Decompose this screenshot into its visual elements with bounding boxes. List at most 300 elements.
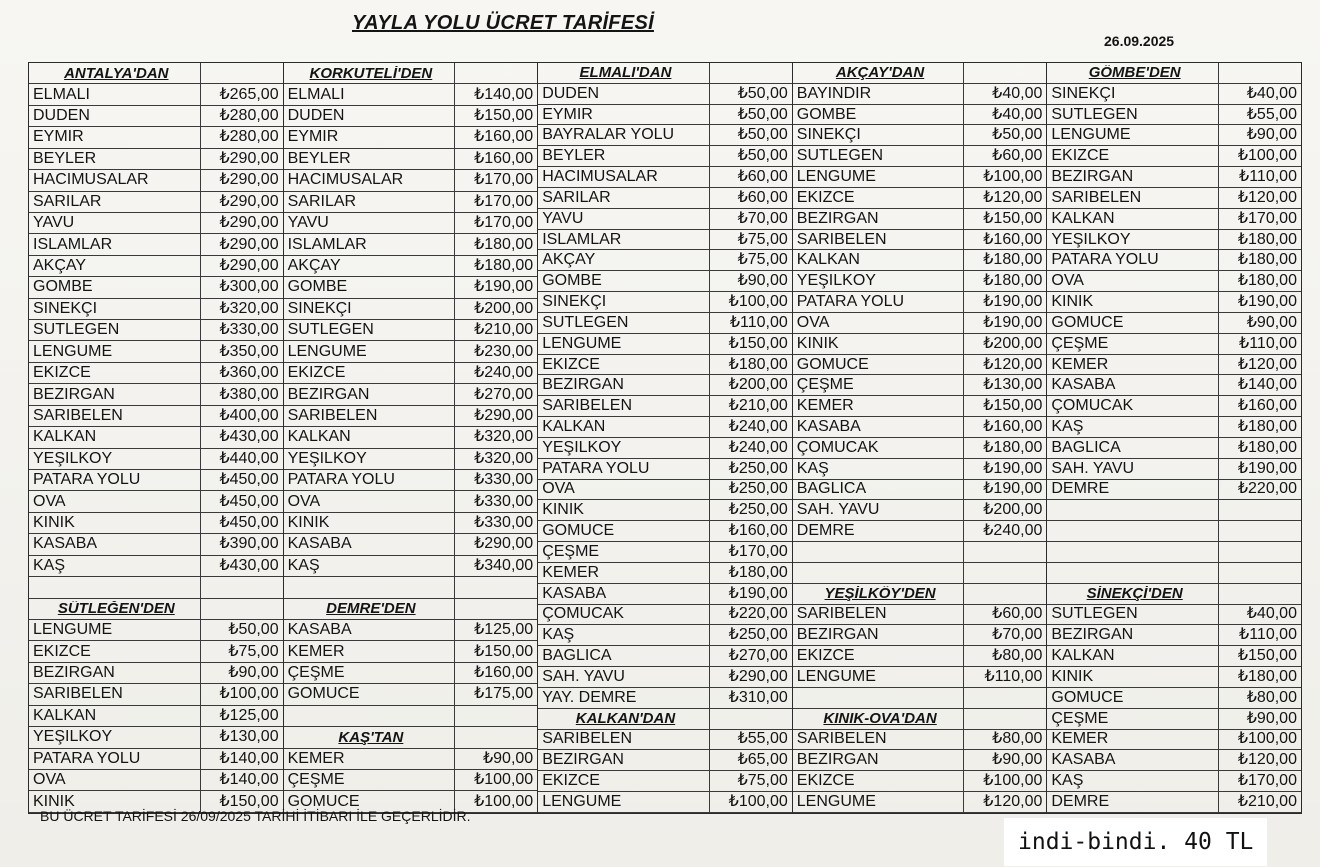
fare-price: ₺160,00 <box>1218 396 1301 416</box>
table-row <box>793 84 1047 105</box>
table-row <box>284 127 538 148</box>
fare-price: ₺450,00 <box>200 491 283 511</box>
table-row <box>538 438 792 459</box>
table-row <box>538 188 792 209</box>
destination-name: AKÇAY <box>287 258 341 274</box>
destination-name: KEMER <box>542 564 600 581</box>
handwritten-note: indi-bindi. 40 TL <box>1004 818 1267 866</box>
fare-price: ₺320,00 <box>454 449 537 469</box>
destination-name: SARIBELEN <box>1051 189 1142 206</box>
fare-price: ₺40,00 <box>1218 605 1301 625</box>
table-row <box>793 334 1047 355</box>
destination-name: LENGÜME <box>796 169 876 186</box>
destination-name: KASABA <box>796 418 861 435</box>
tariff-column <box>538 63 793 813</box>
fare-price: ₺60,00 <box>709 167 792 187</box>
fare-price: ₺280,00 <box>200 106 283 126</box>
table-row <box>29 256 283 277</box>
destination-name: EKİZCE <box>33 643 91 660</box>
destination-name: İSLAMLAR <box>33 236 113 253</box>
table-row <box>793 730 1047 751</box>
fare-price: ₺450,00 <box>200 513 283 533</box>
destination-name: KEMER <box>1051 731 1109 748</box>
fare-price: ₺150,00 <box>200 791 283 811</box>
fare-price: ₺240,00 <box>963 521 1046 541</box>
table-row <box>793 417 1047 438</box>
section-title: DEMRE'DEN <box>326 601 416 617</box>
fare-price: ₺360,00 <box>200 363 283 383</box>
fare-price: ₺70,00 <box>709 209 792 229</box>
destination-name: LENGÜME <box>33 622 113 639</box>
destination-name: LENGÜME <box>33 343 113 360</box>
table-row <box>538 771 792 792</box>
table-row <box>29 427 283 448</box>
table-row <box>793 646 1047 667</box>
fare-price: ₺320,00 <box>200 299 283 319</box>
table-row <box>29 620 283 641</box>
empty-row <box>1047 542 1301 563</box>
table-row <box>1047 688 1301 709</box>
fare-price: ₺190,00 <box>963 313 1046 333</box>
table-row <box>284 641 538 662</box>
fare-price: ₺90,00 <box>1218 709 1301 729</box>
fare-price: ₺90,00 <box>709 271 792 291</box>
table-row <box>538 313 792 334</box>
destination-name: GÖMÜCE <box>287 686 360 703</box>
table-row <box>538 125 792 146</box>
fare-price <box>963 563 1046 583</box>
fare-price <box>963 688 1046 708</box>
section-header <box>793 709 1047 730</box>
table-row <box>538 500 792 521</box>
fare-price: ₺100,00 <box>709 292 792 312</box>
table-row <box>29 341 283 362</box>
fare-price: ₺50,00 <box>709 146 792 166</box>
destination-name: BEYLER <box>33 150 97 167</box>
table-row <box>538 167 792 188</box>
table-row <box>29 384 283 405</box>
table-row <box>793 396 1047 417</box>
table-row <box>284 534 538 555</box>
table-row <box>29 192 283 213</box>
table-row <box>793 188 1047 209</box>
destination-name: KINIK <box>33 515 75 532</box>
fare-price: ₺160,00 <box>454 663 537 683</box>
table-row <box>538 417 792 438</box>
fare-price: ₺160,00 <box>454 149 537 169</box>
fare-price: ₺250,00 <box>709 459 792 479</box>
table-row <box>284 406 538 427</box>
tariff-column <box>284 63 539 813</box>
table-row <box>538 563 792 584</box>
section-header <box>29 63 283 84</box>
fare-price: ₺80,00 <box>963 646 1046 666</box>
table-row <box>284 256 538 277</box>
section-title: AKÇAY'DAN <box>835 65 925 81</box>
fare-price: ₺190,00 <box>454 277 537 297</box>
table-row <box>793 667 1047 688</box>
destination-name: KALKAN <box>287 429 351 446</box>
fare-price <box>1218 584 1301 604</box>
table-row <box>284 363 538 384</box>
table-row <box>1047 792 1301 813</box>
table-row <box>793 230 1047 251</box>
destination-name: LENGÜME <box>796 668 876 685</box>
fare-price: ₺100,00 <box>1218 146 1301 166</box>
fare-price: ₺190,00 <box>963 480 1046 500</box>
fare-price: ₺170,00 <box>1218 771 1301 791</box>
fare-price <box>200 599 283 619</box>
table-row <box>538 646 792 667</box>
destination-name: DEMRE <box>1051 481 1110 498</box>
fare-price: ₺150,00 <box>963 209 1046 229</box>
table-row <box>1047 146 1301 167</box>
table-row <box>1047 334 1301 355</box>
destination-name: KALKAN <box>1051 210 1115 227</box>
fare-price <box>963 542 1046 562</box>
fare-price: ₺330,00 <box>200 320 283 340</box>
table-row <box>29 534 283 555</box>
table-row <box>1047 417 1301 438</box>
table-row <box>1047 709 1301 730</box>
destination-name: GÖMÜCE <box>1051 314 1124 331</box>
fare-price: ₺200,00 <box>709 375 792 395</box>
fare-price: ₺160,00 <box>963 230 1046 250</box>
fare-price: ₺50,00 <box>200 620 283 640</box>
section-header <box>1047 584 1301 605</box>
section-header <box>29 599 283 620</box>
destination-name: KAŞ <box>33 557 66 574</box>
destination-name: OVA <box>1051 273 1084 290</box>
fare-price: ₺265,00 <box>200 84 283 104</box>
fare-price: ₺110,00 <box>1218 167 1301 187</box>
empty-row <box>1047 563 1301 584</box>
destination-name: EKİZCE <box>33 365 91 382</box>
fare-price: ₺190,00 <box>1218 292 1301 312</box>
fare-price: ₺390,00 <box>200 534 283 554</box>
table-row <box>29 234 283 255</box>
table-row <box>538 250 792 271</box>
table-row <box>1047 250 1301 271</box>
destination-name: KALKAN <box>1051 648 1115 665</box>
destination-name: HACIMUSALAR <box>542 169 658 186</box>
table-row <box>284 663 538 684</box>
fare-price: ₺90,00 <box>963 750 1046 770</box>
table-row <box>793 271 1047 292</box>
table-row <box>29 706 283 727</box>
fare-price: ₺300,00 <box>200 277 283 297</box>
table-row <box>538 667 792 688</box>
fare-price: ₺175,00 <box>454 684 537 704</box>
fare-price: ₺120,00 <box>1218 355 1301 375</box>
fare-price: ₺160,00 <box>454 127 537 147</box>
destination-name: SARILAR <box>287 193 357 210</box>
fare-price: ₺190,00 <box>963 292 1046 312</box>
destination-name: SİNEKÇİ <box>796 127 861 144</box>
fare-price: ₺40,00 <box>963 84 1046 104</box>
destination-name: KASABA <box>542 585 607 602</box>
fare-price: ₺280,00 <box>200 127 283 147</box>
destination-name: PATARA YOLU <box>796 294 905 311</box>
section-title: KAŞ'TAN <box>338 729 404 745</box>
destination-name: ELMALI <box>287 86 345 103</box>
table-row <box>1047 355 1301 376</box>
fare-price: ₺170,00 <box>454 170 537 190</box>
destination-name: YEŞİLKÖY <box>542 439 622 456</box>
table-row <box>29 470 283 491</box>
fare-price <box>1218 563 1301 583</box>
fare-price: ₺75,00 <box>709 250 792 270</box>
fare-price: ₺75,00 <box>200 641 283 661</box>
destination-name: EKİZCE <box>796 648 855 665</box>
destination-name: BEZİRGAN <box>796 627 879 644</box>
table-row <box>793 375 1047 396</box>
destination-name: ÇOMUCAK <box>1051 398 1134 415</box>
destination-name: SÜTLEĞEN <box>1051 606 1138 623</box>
table-row <box>29 363 283 384</box>
destination-name: ÇEŞME <box>287 665 345 682</box>
table-row <box>284 491 538 512</box>
destination-name: YEŞİLKÖY <box>33 450 113 467</box>
destination-name: ÇEŞME <box>542 543 600 560</box>
table-row <box>284 749 538 770</box>
table-row <box>284 770 538 791</box>
tariff-column <box>793 63 1048 813</box>
fare-price: ₺110,00 <box>709 313 792 333</box>
destination-name: SARIBELEN <box>287 407 378 424</box>
table-row <box>284 234 538 255</box>
destination-name: BEZİRGAN <box>287 386 370 403</box>
fare-price <box>454 577 537 597</box>
destination-name: SİNEKÇİ <box>1051 85 1116 102</box>
destination-name: KALKAN <box>33 707 97 724</box>
table-row <box>1047 438 1301 459</box>
destination-name: KASABA <box>287 622 352 639</box>
table-row <box>538 355 792 376</box>
fare-price: ₺290,00 <box>200 170 283 190</box>
table-row <box>29 684 283 705</box>
fare-price: ₺320,00 <box>454 427 537 447</box>
destination-name: GÖMBE <box>33 279 93 296</box>
destination-name: BAĞLICA <box>1051 439 1121 456</box>
fare-price: ₺310,00 <box>709 688 792 708</box>
destination-name: SAH. YAVU <box>1051 460 1135 477</box>
fare-price: ₺50,00 <box>709 105 792 125</box>
destination-name: GÖMBE <box>542 273 602 290</box>
section-header <box>1047 63 1301 84</box>
fare-price <box>963 584 1046 604</box>
fare-price: ₺450,00 <box>200 470 283 490</box>
fare-price <box>200 63 283 83</box>
destination-name: ÇEŞME <box>1051 710 1109 727</box>
fare-price: ₺130,00 <box>963 375 1046 395</box>
destination-name: LENGÜME <box>1051 127 1131 144</box>
table-row <box>793 771 1047 792</box>
destination-name: BEZİRGAN <box>1051 627 1134 644</box>
destination-name: YAVU <box>33 215 75 232</box>
fare-price: ₺380,00 <box>200 384 283 404</box>
destination-name: ÇEŞME <box>796 377 854 394</box>
fare-price: ₺80,00 <box>1218 688 1301 708</box>
destination-name: DÜDEN <box>287 108 345 125</box>
destination-name: BEZİRGAN <box>1051 169 1134 186</box>
fare-price: ₺170,00 <box>454 192 537 212</box>
fare-price <box>454 727 537 747</box>
table-row <box>29 213 283 234</box>
table-row <box>29 84 283 105</box>
destination-name: BEZİRGAN <box>796 752 879 769</box>
destination-name: KINIK <box>1051 668 1094 685</box>
destination-name: SÜTLEĞEN <box>1051 106 1138 123</box>
table-row <box>29 491 283 512</box>
fare-price: ₺80,00 <box>963 730 1046 750</box>
table-row <box>538 396 792 417</box>
destination-name: KINIK <box>1051 294 1094 311</box>
destination-name: PATARA YOLU <box>33 472 141 489</box>
destination-name: KEMER <box>287 643 345 660</box>
table-row <box>29 641 283 662</box>
destination-name: KEMER <box>287 750 345 767</box>
fare-price: ₺140,00 <box>200 749 283 769</box>
destination-name: YEŞİLKÖY <box>1051 231 1131 248</box>
fare-price <box>454 63 537 83</box>
destination-name: EKİZCE <box>1051 148 1110 165</box>
fare-price: ₺170,00 <box>709 542 792 562</box>
fare-price: ₺170,00 <box>454 213 537 233</box>
destination-name: BAYINDIR <box>796 85 872 102</box>
destination-name: ELMALI <box>33 86 90 103</box>
table-row <box>1047 125 1301 146</box>
fare-price: ₺50,00 <box>709 84 792 104</box>
destination-name: OVA <box>542 481 575 498</box>
validity-note: BU ÜCRET TARİFESİ 26/09/2025 TARİHİ İTİBARI İLE GEÇERLİDİR. <box>40 808 471 824</box>
destination-name: ÇEŞME <box>287 772 345 789</box>
destination-name: BEZİRGAN <box>33 386 115 403</box>
destination-name: SİNEKÇİ <box>287 300 352 317</box>
destination-name: GÖMÜCE <box>287 793 360 810</box>
destination-name: DEMRE <box>1051 793 1110 810</box>
destination-name: KALKAN <box>542 418 606 435</box>
fare-price: ₺180,00 <box>1218 417 1301 437</box>
fare-price: ₺210,00 <box>454 320 537 340</box>
destination-name: BAYRALAR YOLU <box>542 127 675 144</box>
table-row <box>284 170 538 191</box>
fare-price: ₺290,00 <box>454 406 537 426</box>
fare-price: ₺290,00 <box>200 192 283 212</box>
fare-price: ₺150,00 <box>454 106 537 126</box>
table-row <box>538 792 792 813</box>
destination-name: SÜTLEĞEN <box>287 322 374 339</box>
table-row <box>284 384 538 405</box>
table-row <box>538 480 792 501</box>
table-row <box>29 727 283 748</box>
fare-price: ₺200,00 <box>454 299 537 319</box>
table-row <box>284 427 538 448</box>
fare-price: ₺250,00 <box>709 625 792 645</box>
fare-price: ₺180,00 <box>1218 230 1301 250</box>
table-row <box>29 406 283 427</box>
fare-price <box>1218 63 1301 83</box>
table-row <box>538 625 792 646</box>
destination-name: KAŞ <box>1051 773 1084 790</box>
fare-price: ₺75,00 <box>709 771 792 791</box>
table-row <box>538 146 792 167</box>
fare-price: ₺140,00 <box>200 770 283 790</box>
destination-name: SARILAR <box>33 193 102 210</box>
destination-name: GÖMBE <box>287 279 348 296</box>
destination-name: SÜTLEĞEN <box>542 314 629 331</box>
table-row <box>538 105 792 126</box>
table-row <box>284 277 538 298</box>
destination-name: ÇOMUCAK <box>796 439 879 456</box>
fare-price: ₺110,00 <box>1218 625 1301 645</box>
fare-price: ₺240,00 <box>709 417 792 437</box>
destination-name: OVA <box>287 493 321 510</box>
fare-price: ₺290,00 <box>200 256 283 276</box>
table-row <box>29 449 283 470</box>
fare-price: ₺100,00 <box>963 771 1046 791</box>
fare-price: ₺220,00 <box>1218 480 1301 500</box>
table-row <box>793 625 1047 646</box>
table-row <box>29 749 283 770</box>
destination-name: KINIK <box>796 335 839 352</box>
table-row <box>793 438 1047 459</box>
fare-price: ₺160,00 <box>709 521 792 541</box>
destination-name: SARIBELEN <box>542 731 632 748</box>
destination-name: SARIBELEN <box>542 398 632 415</box>
destination-name: OVA <box>33 493 66 510</box>
destination-name: LENGÜME <box>287 343 367 360</box>
destination-name: İSLAMLAR <box>287 236 367 253</box>
table-row <box>29 770 283 791</box>
destination-name: KINIK <box>542 502 584 519</box>
table-row <box>1047 459 1301 480</box>
fare-price: ₺220,00 <box>709 605 792 625</box>
destination-name: EYMİR <box>287 129 339 146</box>
table-row <box>29 106 283 127</box>
tariff-column <box>1047 63 1301 813</box>
fare-price: ₺65,00 <box>709 750 792 770</box>
tariff-table <box>28 62 1302 814</box>
fare-price: ₺400,00 <box>200 406 283 426</box>
destination-name: BEYLER <box>287 150 351 167</box>
table-row <box>793 209 1047 230</box>
table-row <box>1047 646 1301 667</box>
table-row <box>29 170 283 191</box>
section-header <box>284 63 538 84</box>
empty-row <box>1047 500 1301 521</box>
table-row <box>538 459 792 480</box>
table-row <box>538 334 792 355</box>
section-header <box>793 63 1047 84</box>
fare-price: ₺170,00 <box>1218 209 1301 229</box>
fare-price: ₺130,00 <box>200 727 283 747</box>
destination-name: SARIBELEN <box>796 606 887 623</box>
fare-price <box>963 709 1046 729</box>
fare-price: ₺210,00 <box>709 396 792 416</box>
table-row <box>284 620 538 641</box>
fare-price: ₺430,00 <box>200 556 283 576</box>
section-title: SÜTLEĞEN'DEN <box>57 601 175 617</box>
table-row <box>793 521 1047 542</box>
destination-name: EKİZCE <box>796 189 855 206</box>
table-row <box>1047 292 1301 313</box>
empty-row <box>284 706 538 727</box>
fare-price: ₺40,00 <box>963 105 1046 125</box>
page-title: YAYLA YOLU ÜCRET TARİFESİ <box>352 12 654 34</box>
fare-price: ₺180,00 <box>963 271 1046 291</box>
destination-name: KAŞ <box>1051 418 1084 435</box>
